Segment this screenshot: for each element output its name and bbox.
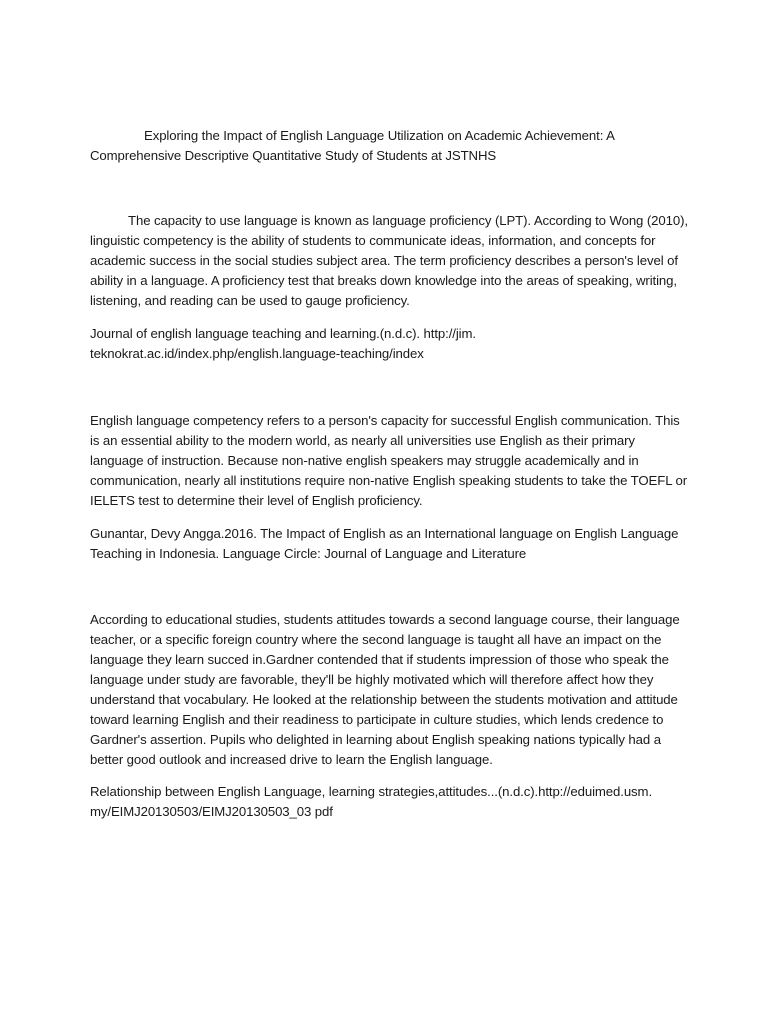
document-title-text: Exploring the Impact of English Language Utilization on Academic Achievement: A Comprehensive Descriptive Quantitative Study of Students at JSTNHS: [90, 128, 615, 163]
document-title: [90, 126, 650, 166]
paragraph-text: The capacity to use language is known as language proficiency (LPT). According to Wong (2010), linguistic competency is the ability of students to communicate ideas, information, and concepts for academic success in the social studies subject area. The term proficiency describes a person's level of ability in a language. A proficiency test that breaks down knowledge into the areas of speaking, writing, listening, and reading can be used to gauge proficiency.: [90, 213, 688, 308]
paragraph-language-proficiency: [90, 211, 690, 311]
reference-gunantar-2016: Gunantar, Devy Angga.2016. The Impact of English as an International language on English Language Teaching in Indonesia. Language Circle: Journal of Language and Literature: [90, 526, 679, 561]
paragraph-student-attitudes: According to educational studies, students attitudes towards a second language course, their language teacher, or a specific foreign country where the second language is taught all have an impact on the language they learn succed in.Gardner contended that if students impression of those who speak the language under study are favorable, they'll be highly motivated which will therefore affect how they understand that vocabulary. He looked at the relationship between the students motivation and attitude toward learning English and their readiness to participate in culture studies, which lends credence to Gardner's assertion. Pupils who delighted in learning about English speaking nations typically had a better good outlook and increased drive to learn the English language.: [90, 612, 680, 767]
reference-eimj-relationship: Relationship between English Language, learning strategies,attitudes...(n.d.c).http://eduimed.usm. my/EIMJ20130503/EIMJ20130503_03 pdf: [90, 784, 653, 819]
paragraph-english-competency: English language competency refers to a person's capacity for successful English communication. This is an essential ability to the modern world, as nearly all universities use English as their primary language of instruction. Because non-native english speakers may struggle academically and in communication, nearly all institutions require non-native English speaking students to take the TOEFL or IELETS test to determine their level of English proficiency.: [90, 413, 688, 508]
reference-journal-english-teaching: Journal of english language teaching and learning.(n.d.c). http://jim. teknokrat.ac.id/index.php/english.language-teaching/index: [90, 326, 476, 361]
